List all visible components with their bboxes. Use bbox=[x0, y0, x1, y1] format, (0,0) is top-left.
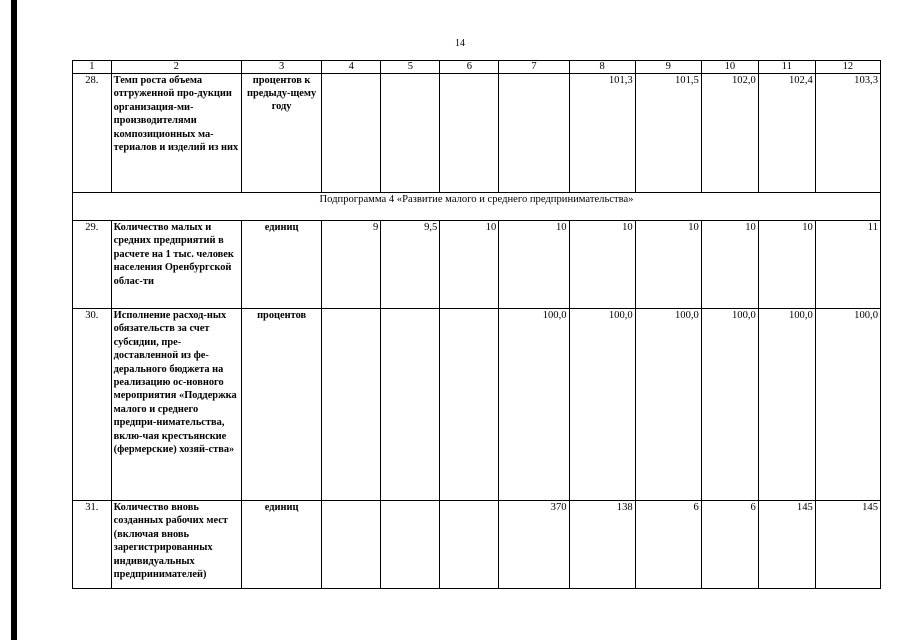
value-cell: 102,4 bbox=[758, 74, 815, 193]
value-cell: 100,0 bbox=[569, 309, 635, 501]
value-cell bbox=[322, 501, 381, 589]
value-cell: 10 bbox=[440, 221, 499, 309]
indicator-name: Количество малых и средних предприятий в расчете на 1 тыс. человек населения Оренбургской облас-ти bbox=[111, 221, 241, 309]
column-header: 6 bbox=[440, 61, 499, 74]
subprogram-row bbox=[73, 193, 881, 221]
indicator-name: Темп роста объема отгруженной про-дукции организация-ми-производителями композиционных ма-териалов и изделий из них bbox=[111, 74, 241, 193]
column-header: 9 bbox=[635, 61, 701, 74]
scan-edge-bar bbox=[11, 0, 17, 640]
value-cell: 10 bbox=[701, 221, 758, 309]
value-cell: 6 bbox=[701, 501, 758, 589]
value-cell: 101,5 bbox=[635, 74, 701, 193]
table-row bbox=[73, 309, 881, 501]
column-header: 7 bbox=[499, 61, 569, 74]
subprogram-title: Подпрограмма 4 «Развитие малого и среднего предпринимательства» bbox=[73, 193, 881, 221]
value-cell: 100,0 bbox=[635, 309, 701, 501]
value-cell bbox=[381, 309, 440, 501]
value-cell bbox=[440, 74, 499, 193]
value-cell: 10 bbox=[758, 221, 815, 309]
page-number: 14 bbox=[455, 38, 465, 49]
table-row bbox=[73, 221, 881, 309]
value-cell bbox=[440, 501, 499, 589]
value-cell: 10 bbox=[569, 221, 635, 309]
value-cell bbox=[381, 501, 440, 589]
row-number: 31. bbox=[73, 501, 112, 589]
value-cell: 101,3 bbox=[569, 74, 635, 193]
value-cell: 9 bbox=[322, 221, 381, 309]
value-cell bbox=[322, 309, 381, 501]
table-row bbox=[73, 74, 881, 193]
row-number: 30. bbox=[73, 309, 112, 501]
value-cell: 10 bbox=[635, 221, 701, 309]
column-header: 11 bbox=[758, 61, 815, 74]
indicators-table bbox=[72, 60, 881, 589]
value-cell bbox=[381, 74, 440, 193]
value-cell bbox=[440, 309, 499, 501]
indicator-name: Количество вновь созданных рабочих мест (включая вновь зарегистрированных индивидуальных предпринимателей) bbox=[111, 501, 241, 589]
value-cell: 6 bbox=[635, 501, 701, 589]
column-header: 5 bbox=[381, 61, 440, 74]
row-number: 29. bbox=[73, 221, 112, 309]
value-cell: 100,0 bbox=[499, 309, 569, 501]
unit-cell: единиц bbox=[241, 221, 321, 309]
column-header: 2 bbox=[111, 61, 241, 74]
indicator-name: Исполнение расход-ных обязательств за счет субсидии, пре-доставленной из фе-дерального бюджета на реализацию ос-новного мероприятия «Поддержка малого и среднего предпри-нимательства, вклю-чая крестьянские (фермерские) хозяй-ства» bbox=[111, 309, 241, 501]
column-header: 10 bbox=[701, 61, 758, 74]
table-row bbox=[73, 501, 881, 589]
value-cell: 138 bbox=[569, 501, 635, 589]
value-cell: 100,0 bbox=[815, 309, 880, 501]
value-cell: 370 bbox=[499, 501, 569, 589]
column-header: 3 bbox=[241, 61, 321, 74]
value-cell: 10 bbox=[499, 221, 569, 309]
value-cell: 145 bbox=[758, 501, 815, 589]
column-number-row bbox=[73, 61, 881, 74]
value-cell: 9,5 bbox=[381, 221, 440, 309]
value-cell bbox=[499, 74, 569, 193]
column-header: 1 bbox=[73, 61, 112, 74]
column-header: 12 bbox=[815, 61, 880, 74]
row-number: 28. bbox=[73, 74, 112, 193]
value-cell: 102,0 bbox=[701, 74, 758, 193]
value-cell: 100,0 bbox=[701, 309, 758, 501]
column-header: 8 bbox=[569, 61, 635, 74]
value-cell: 100,0 bbox=[758, 309, 815, 501]
value-cell: 11 bbox=[815, 221, 880, 309]
unit-cell: единиц bbox=[241, 501, 321, 589]
value-cell: 103,3 bbox=[815, 74, 880, 193]
value-cell bbox=[322, 74, 381, 193]
column-header: 4 bbox=[322, 61, 381, 74]
value-cell: 145 bbox=[815, 501, 880, 589]
unit-cell: процентов bbox=[241, 309, 321, 501]
unit-cell: процентов к предыду-щему году bbox=[241, 74, 321, 193]
